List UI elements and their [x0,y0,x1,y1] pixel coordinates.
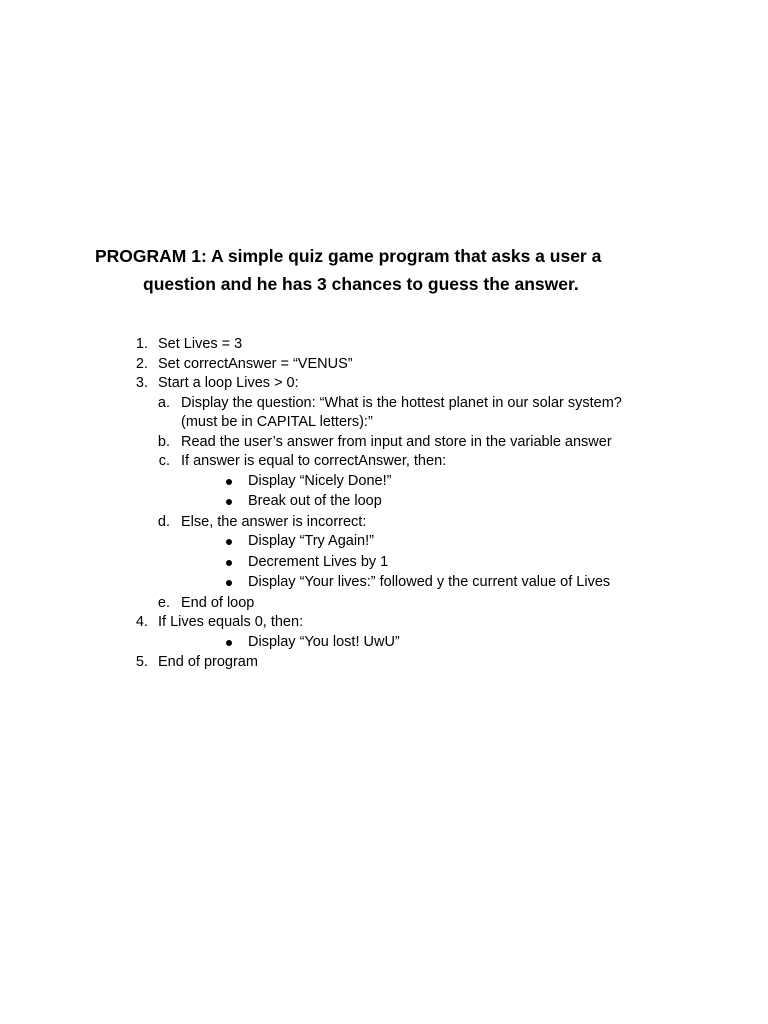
substep-text-continuation: (must be in CAPITAL letters):” [181,414,373,430]
bullet-icon [226,560,232,566]
substep-3a-continuation [0,413,768,433]
substep-letter: e. [157,594,170,611]
substep-3e [0,594,768,614]
step-text: If Lives equals 0, then: [158,614,304,630]
step-text: Set correctAnswer = “VENUS” [158,355,353,372]
substep-text: End of loop [181,594,255,611]
step-text: Start a loop Lives > 0: [158,375,299,391]
step-5 [0,653,768,673]
bullet-text: Decrement Lives by 1 [248,553,389,570]
substep-3c [0,452,768,472]
bullet-text: Display “You lost! UwU” [248,633,400,650]
algorithm-steps-list [0,335,768,673]
substep-3b [0,433,768,453]
step-number: 3. [135,375,148,391]
substep-text: If answer is equal to correctAnswer, then: [181,453,447,469]
bullet-icon [226,479,232,485]
step-text: Set Lives = 3 [158,336,243,352]
bullet-text: Break out of the loop [248,493,382,509]
substep-letter: d. [157,513,170,530]
step-number: 2. [135,355,148,372]
bullet-icon [226,539,232,545]
step-3 [0,374,768,394]
substep-3a [0,394,768,414]
bullet-text: Display “Your lives:” followed y the current value of Lives [248,574,611,590]
bullet-item [0,472,768,493]
title-line-2: question and he has 3 chances to guess the answer. [143,274,579,294]
bullet-icon [226,499,232,505]
bullet-text: Display “Nicely Done!” [248,472,392,489]
step-4 [0,613,768,633]
bullet-item [0,633,768,654]
substep-text: Display the question: “What is the hottest planet in our solar system? [181,394,622,411]
step-number: 5. [135,654,148,670]
step-1 [0,335,768,355]
document-title [0,242,768,298]
bullet-item [0,492,768,513]
bullet-text: Display “Try Again!” [248,533,374,549]
substep-letter: b. [157,433,170,450]
title-line-1: PROGRAM 1: A simple quiz game program that asks a user a [95,246,602,266]
bullet-item [0,532,768,553]
step-2 [0,355,768,375]
bullet-icon [226,580,232,586]
substep-letter: a. [157,394,170,411]
step-number: 4. [135,614,148,630]
bullet-icon [226,640,232,646]
substep-text: Else, the answer is incorrect: [181,513,367,530]
substep-3d [0,513,768,533]
step-text: End of program [158,654,258,670]
step-number: 1. [135,336,148,352]
bullet-item [0,553,768,574]
substep-text: Read the user’s answer from input and store in the variable answer [181,433,612,450]
substep-letter: c. [158,453,170,469]
bullet-item [0,573,768,594]
